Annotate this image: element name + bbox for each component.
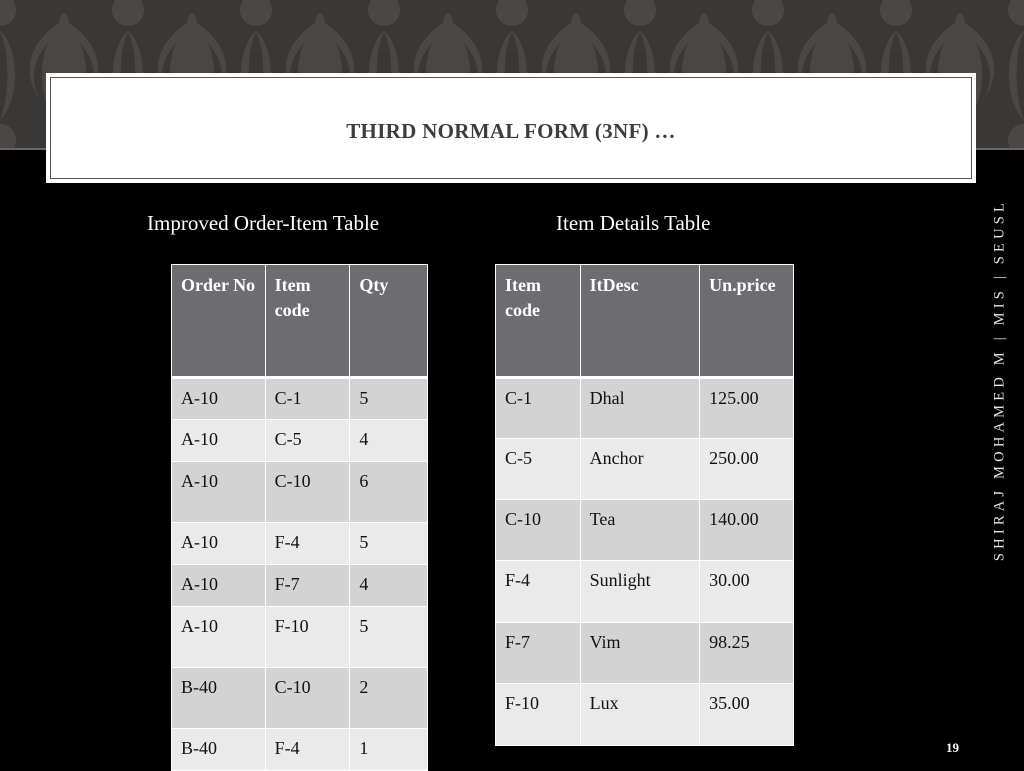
header-item-desc: ItDesc bbox=[580, 265, 699, 378]
table-cell: C-1 bbox=[265, 378, 350, 420]
table-cell: A-10 bbox=[172, 462, 266, 523]
table-row bbox=[496, 684, 794, 746]
table-header-row bbox=[172, 265, 428, 378]
table-cell: F-4 bbox=[496, 561, 581, 623]
table-row bbox=[496, 623, 794, 684]
table-cell: A-10 bbox=[172, 523, 266, 565]
table-cell: 125.00 bbox=[700, 378, 794, 439]
table-row bbox=[172, 420, 428, 462]
table-cell: 1 bbox=[350, 729, 428, 771]
table-cell: 35.00 bbox=[700, 684, 794, 746]
header-unit-price: Un.price bbox=[700, 265, 794, 378]
table-cell: 4 bbox=[350, 420, 428, 462]
title-box bbox=[46, 73, 976, 183]
header-item-code: Item code bbox=[265, 265, 350, 378]
slide-title: THIRD NORMAL FORM (3NF) … bbox=[346, 119, 676, 143]
table-cell: 5 bbox=[350, 523, 428, 565]
table-cell: F-10 bbox=[496, 684, 581, 746]
header-order-no: Order No bbox=[172, 265, 266, 378]
table-row bbox=[172, 668, 428, 729]
table-cell: C-10 bbox=[265, 668, 350, 729]
table-cell: 250.00 bbox=[700, 439, 794, 500]
table-cell: A-10 bbox=[172, 607, 266, 668]
order-item-table bbox=[171, 264, 428, 771]
table-cell: F-7 bbox=[265, 565, 350, 607]
table-cell: 5 bbox=[350, 607, 428, 668]
table-cell: B-40 bbox=[172, 729, 266, 771]
table-cell: C-5 bbox=[496, 439, 581, 500]
table-cell: 30.00 bbox=[700, 561, 794, 623]
table-cell: Lux bbox=[580, 684, 699, 746]
table-row bbox=[172, 729, 428, 771]
item-details-table bbox=[495, 264, 794, 746]
table-cell: A-10 bbox=[172, 565, 266, 607]
left-table-caption: Improved Order-Item Table bbox=[147, 211, 380, 235]
table-cell: F-4 bbox=[265, 729, 350, 771]
table-row bbox=[496, 439, 794, 500]
table-cell: 98.25 bbox=[700, 623, 794, 684]
page-number: 19 bbox=[946, 740, 959, 755]
table-cell: 140.00 bbox=[700, 500, 794, 561]
header-qty: Qty bbox=[350, 265, 428, 378]
right-table-caption: Item Details Table bbox=[556, 211, 711, 235]
table-cell: Dhal bbox=[580, 378, 699, 439]
table-cell: Vim bbox=[580, 623, 699, 684]
table-cell: C-1 bbox=[496, 378, 581, 439]
table-cell: Anchor bbox=[580, 439, 699, 500]
table-cell: 6 bbox=[350, 462, 428, 523]
table-cell: 4 bbox=[350, 565, 428, 607]
table-cell: C-10 bbox=[265, 462, 350, 523]
table-row bbox=[496, 378, 794, 439]
table-row bbox=[496, 561, 794, 623]
table-cell: A-10 bbox=[172, 420, 266, 462]
table-cell: 5 bbox=[350, 378, 428, 420]
table-cell: F-7 bbox=[496, 623, 581, 684]
table-cell: C-5 bbox=[265, 420, 350, 462]
table-cell: Tea bbox=[580, 500, 699, 561]
table-header-row bbox=[496, 265, 794, 378]
table-cell: Sunlight bbox=[580, 561, 699, 623]
table-cell: F-4 bbox=[265, 523, 350, 565]
author-vertical-text: SHIRAJ MOHAMED M | MIS | SEUSL bbox=[991, 198, 1008, 562]
table-cell: 2 bbox=[350, 668, 428, 729]
table-row bbox=[496, 500, 794, 561]
table-row bbox=[172, 523, 428, 565]
table-row bbox=[172, 565, 428, 607]
table-cell: A-10 bbox=[172, 378, 266, 420]
table-cell: C-10 bbox=[496, 500, 581, 561]
header-item-code: Item code bbox=[496, 265, 581, 378]
table-row bbox=[172, 607, 428, 668]
table-cell: B-40 bbox=[172, 668, 266, 729]
table-row bbox=[172, 462, 428, 523]
table-cell: F-10 bbox=[265, 607, 350, 668]
table-row bbox=[172, 378, 428, 420]
